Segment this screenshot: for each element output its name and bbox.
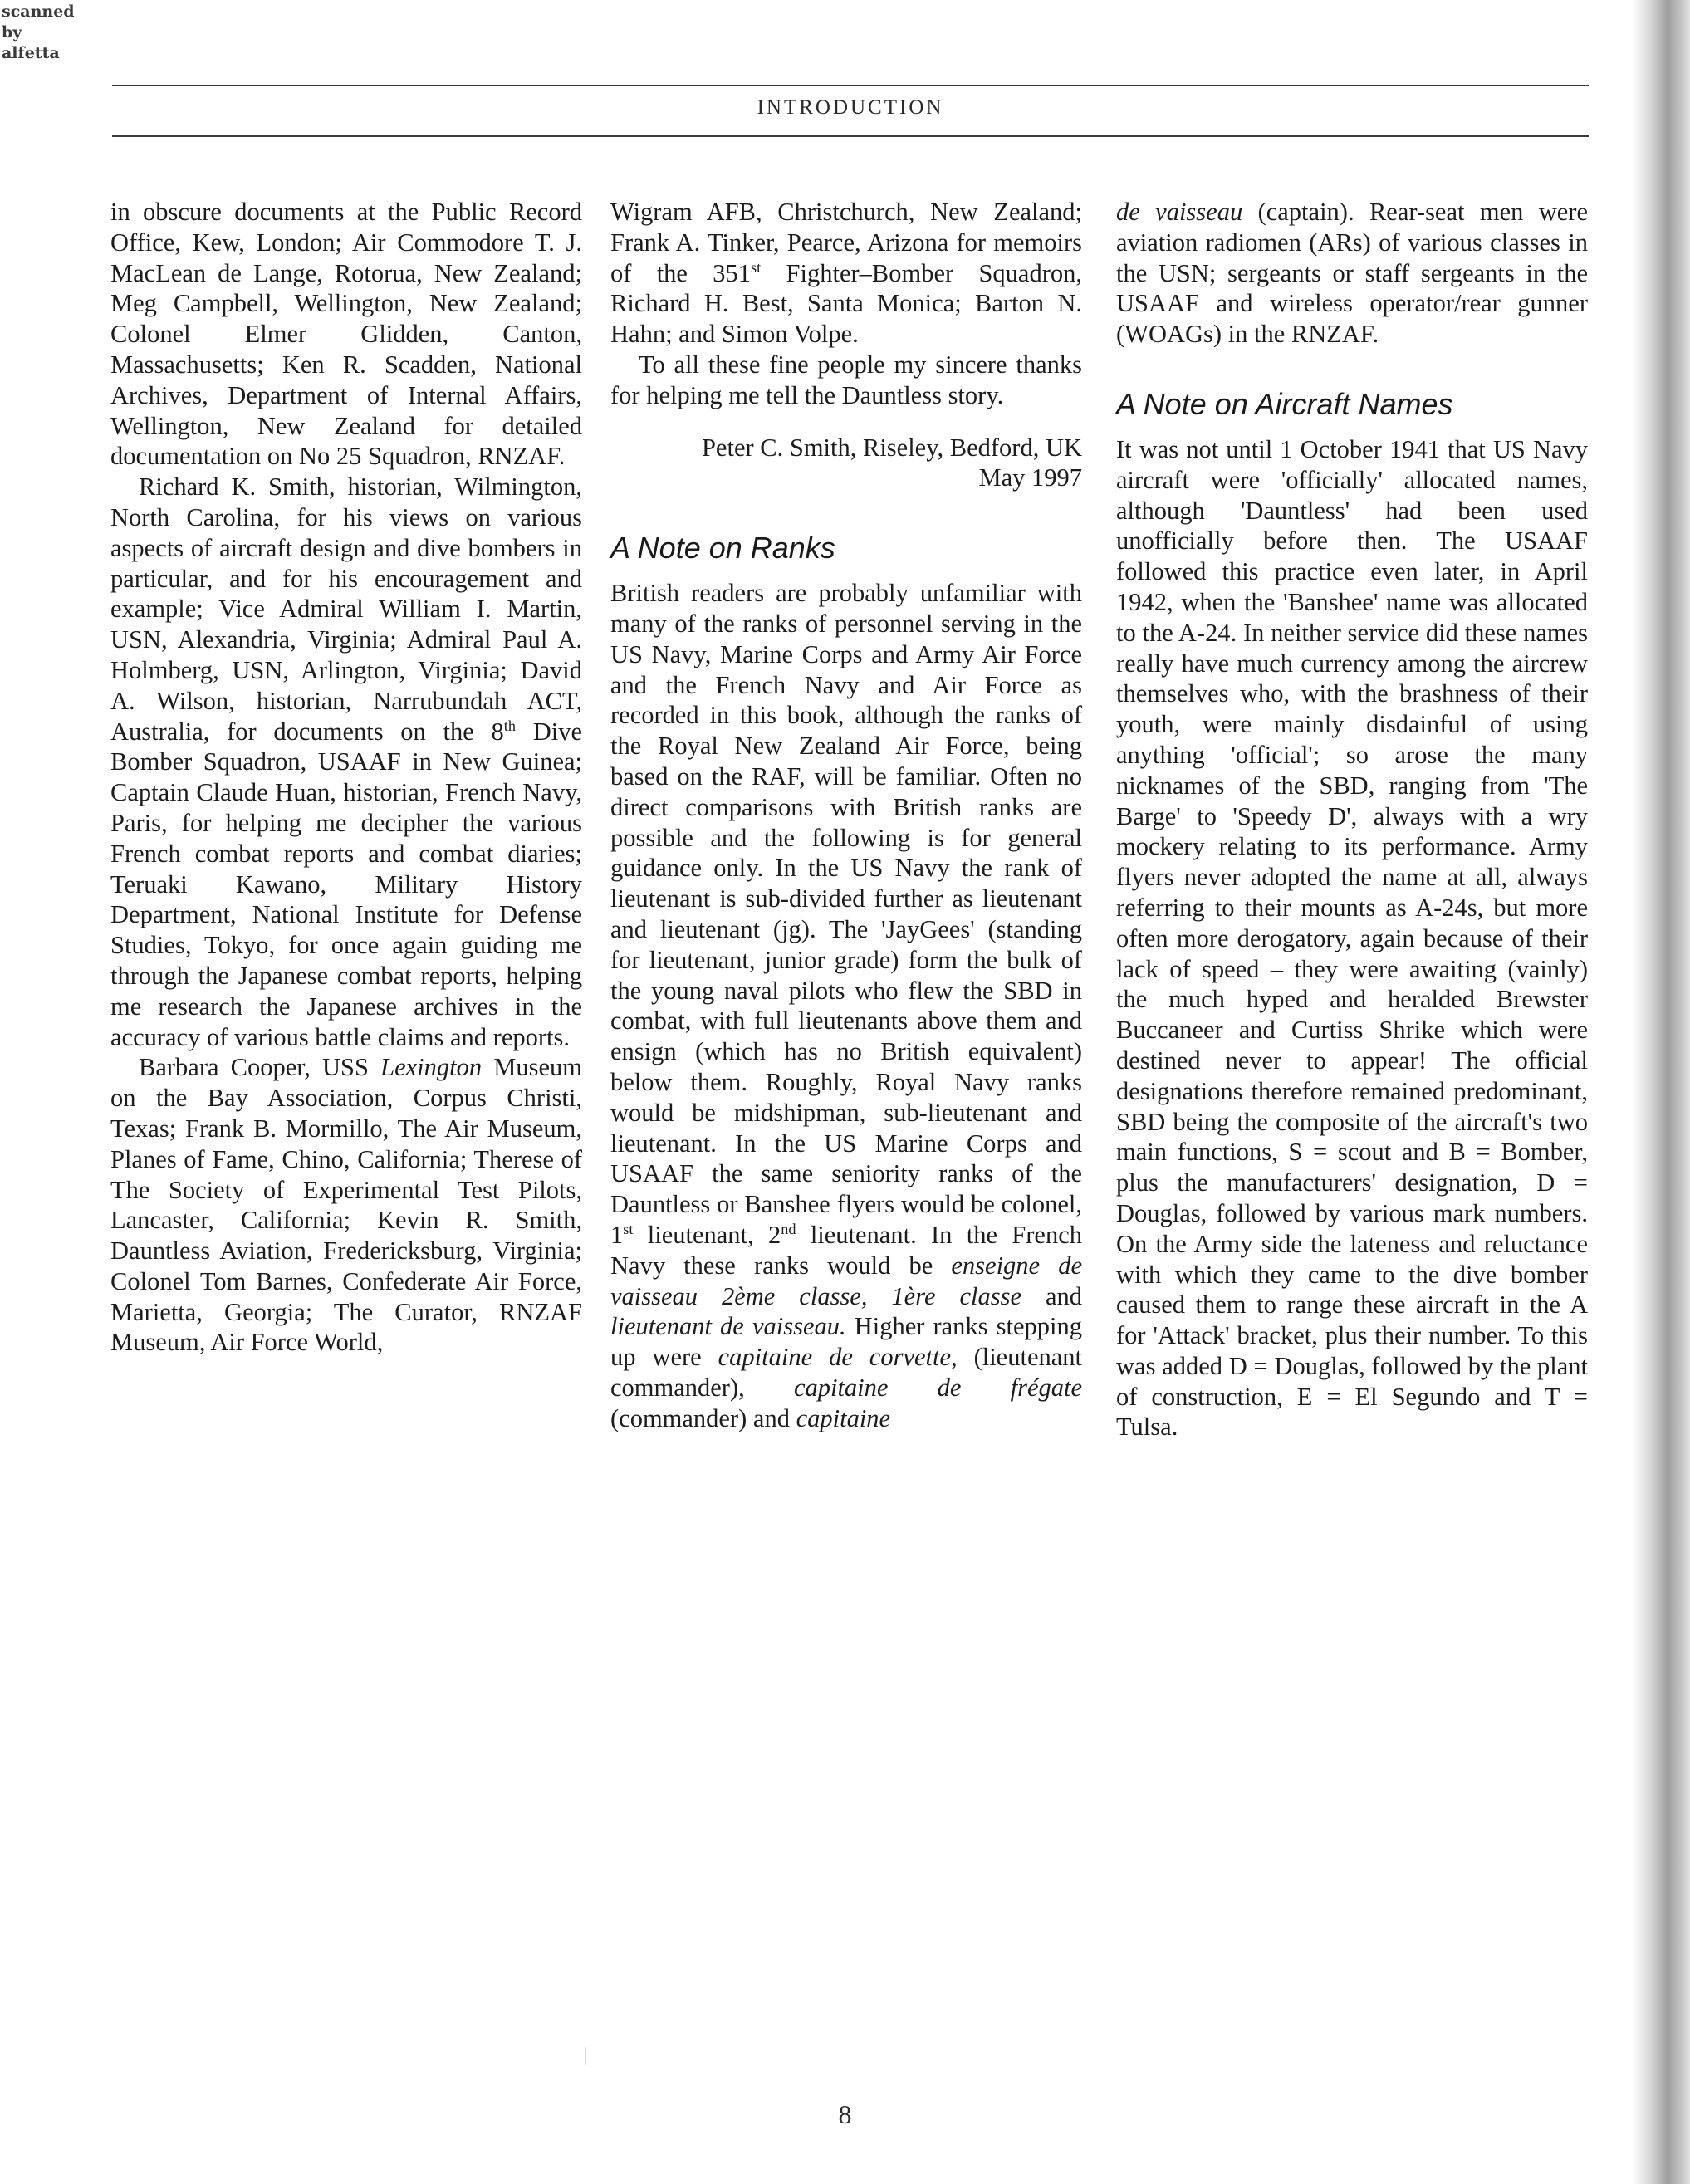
- text-run: (captain). Rear-seat men were aviation radiomen (ARs) of various classes in the USN; sergeants or staff sergeants in the USAAF and wireless operator/rear gunner (WOAGs) in the RNZAF.: [1116, 198, 1588, 349]
- section-heading-aircraft-names: A Note on Aircraft Names: [1116, 386, 1453, 421]
- text-run: Barbara Cooper, USS: [139, 1053, 381, 1082]
- paragraph: To all these fine people my sincere thanks for helping me tell the Dauntless story.: [610, 350, 1082, 409]
- scan-note-line: by: [2, 23, 22, 42]
- superscript: st: [623, 1220, 634, 1237]
- italic-run: capitaine: [796, 1403, 891, 1432]
- text-run: and: [1021, 1281, 1082, 1310]
- header-rule-top: [112, 85, 1589, 86]
- superscript: st: [751, 258, 762, 276]
- text-run: Dive Bomber Squadron, USAAF in New Guinea; Captain Claude Huan, historian, French Navy, Paris, for helping me decipher the various French combat reports and combat diaries; Teruaki Kawano, Military History Department, National Institute for Defense Studies, Tokyo, for once again guiding me through the Japanese combat reports, helping me research the Japanese archives in the accuracy of various battle claims and reports.: [110, 717, 582, 1051]
- scan-speck: [585, 2047, 586, 2065]
- text-run: (lieutenant commander),: [610, 1343, 1082, 1402]
- paragraph: [110, 1052, 582, 1358]
- superscript: nd: [781, 1220, 796, 1237]
- paragraph: [1116, 197, 1588, 350]
- header-rule-bottom: [112, 135, 1589, 137]
- text-run: lieutenant. In the French Navy these ranks would be: [610, 1220, 1082, 1280]
- text-run: British readers are probably unfamiliar with many of the ranks of personnel serving in the US Navy, Marine Corps and Army Air Force and the French Navy and Air Force as recorded in this book, although the ranks of the Royal New Zealand Air Force, being based on the RAF, will be familiar. Often no direct comparisons with British ranks are possible and the following is for general guidance only. In the US Navy the rank of lieutenant is sub-divided further as lieutenant and lieutenant (jg). The 'JayGees' (standing for lieutenant, junior grade) form the bulk of the young naval pilots who flew the SBD in combat, with full lieutenants above them and ensign (which has no British equivalent) below them. Roughly, Royal Navy ranks would be midshipman, sub-lieutenant and lieutenant. In the US Marine Corps and USAAF the same seniority ranks of the Dauntless or Banshee flyers would be colonel, 1: [610, 579, 1082, 1249]
- paragraph: in obscure documents at the Public Record Office, Kew, London; Air Commodore T. J. MacLean de Lange, Rotorua, New Zealand; Meg Campbell, Wellington, New Zealand; Colonel Elmer Glidden, Canton, Massachusetts; Ken R. Scadden, National Archives, Department of Internal Affairs, Wellington, New Zealand for detailed documentation on No 25 Squadron, RNZAF.: [110, 198, 582, 471]
- superscript: th: [503, 717, 516, 734]
- page-number: 8: [838, 2099, 852, 2129]
- paragraph: [610, 578, 1082, 1433]
- text-run: Richard K. Smith, historian, Wilmington, North Carolina, for his views on various aspects of aircraft design and dive bombers in particular, and for his encouragement and example; Vice Admiral William I. Martin, USN, Alexandria, Virginia; Admiral Paul A. Holmberg, USN, Arlington, Virginia; David A. Wilson, historian, Narrubundah ACT, Australia, for documents on the 8: [110, 473, 582, 746]
- text-run: lieutenant, 2: [633, 1220, 781, 1249]
- signature-date: May 1997: [978, 463, 1082, 492]
- italic-run: capitaine de frégate: [793, 1373, 1082, 1402]
- italic-run: enseigne de vaisseau 2ème classe, 1ère classe: [610, 1251, 1082, 1310]
- scan-edge-shadow: [1634, 0, 1690, 2184]
- scan-watermark: [2, 2, 93, 64]
- italic-run: capitaine de corvette,: [718, 1343, 958, 1372]
- scan-note-line: alfetta: [2, 44, 60, 62]
- text-column-right: [1116, 197, 1588, 1442]
- italic-run: de vaisseau: [1116, 198, 1243, 226]
- text-column-left: [110, 197, 582, 1358]
- paragraph: [610, 197, 1082, 350]
- text-run: Museum on the Bay Association, Corpus Christi, Texas; Frank B. Mormillo, The Air Museum, Planes of Fame, Chino, California; Therese of The Society of Experimental Test Pilots, Lancaster, California; Kevin R. Smith, Dauntless Aviation, Fredericksburg, Virginia; Colonel Tom Barnes, Confederate Air Force, Marietta, Georgia; The Curator, RNZAF Museum, Air Force World,: [110, 1053, 583, 1357]
- paragraph: It was not until 1 October 1941 that US Navy aircraft were 'officially' allocated names, although 'Dauntless' had been used unofficially before then. The USAAF followed this practice even later, in April 1942, when the 'Banshee' name was allocated to the A-24. In neither service did these names really have much currency among the aircrew themselves who, with the brashness of their youth, were mainly disdainful of using anything 'official'; so arose the many nicknames of the SBD, ranging from 'The Barge' to 'Speedy D', always with a wry mockery relating to its performance. Army flyers never adopted the name at all, always referring to their mounts as A-24s, but more often more derogatory, again because of their lack of speed – they were awaiting (vainly) the much hyped and heralded Brewster Buccaneer and Curtiss Shrike which were destined never to appear! The official designations therefore remained predominant, SBD being the composite of the aircraft's two main functions, S = scout and B = Bomber, plus the manufacturers' designation, D = Douglas, followed by various mark numbers. On the Army side the lateness and reluctance with which they came to the dive bomber caused them to range these aircraft in the A for 'Attack' bracket, plus their number. To this was added D = Douglas, followed by the plant of construction, E = El Segundo and T = Tulsa.: [1116, 434, 1588, 1442]
- text-run: Higher ranks stepping up were: [610, 1312, 1082, 1372]
- text-run: (commander) and: [610, 1403, 796, 1432]
- text-column-middle: [610, 197, 1082, 1433]
- text-run: Fighter–Bomber Squadron, Richard H. Best, Santa Monica; Barton N. Hahn; and Simon Volpe.: [610, 258, 1082, 349]
- author-signature: [610, 433, 1082, 494]
- text-run: Wigram AFB, Christchurch, New Zealand; Frank A. Tinker, Pearce, Arizona for memoirs of the 351: [610, 198, 1082, 287]
- running-head: INTRODUCTION: [757, 96, 944, 119]
- scan-note-line: scanned: [2, 2, 75, 21]
- signature-line: Peter C. Smith, Riseley, Bedford, UK: [701, 433, 1082, 462]
- italic-run: Lexington: [380, 1053, 483, 1082]
- paragraph: [110, 472, 582, 1052]
- section-heading-ranks: A Note on Ranks: [610, 531, 835, 566]
- italic-run: lieutenant de vaisseau.: [610, 1312, 846, 1341]
